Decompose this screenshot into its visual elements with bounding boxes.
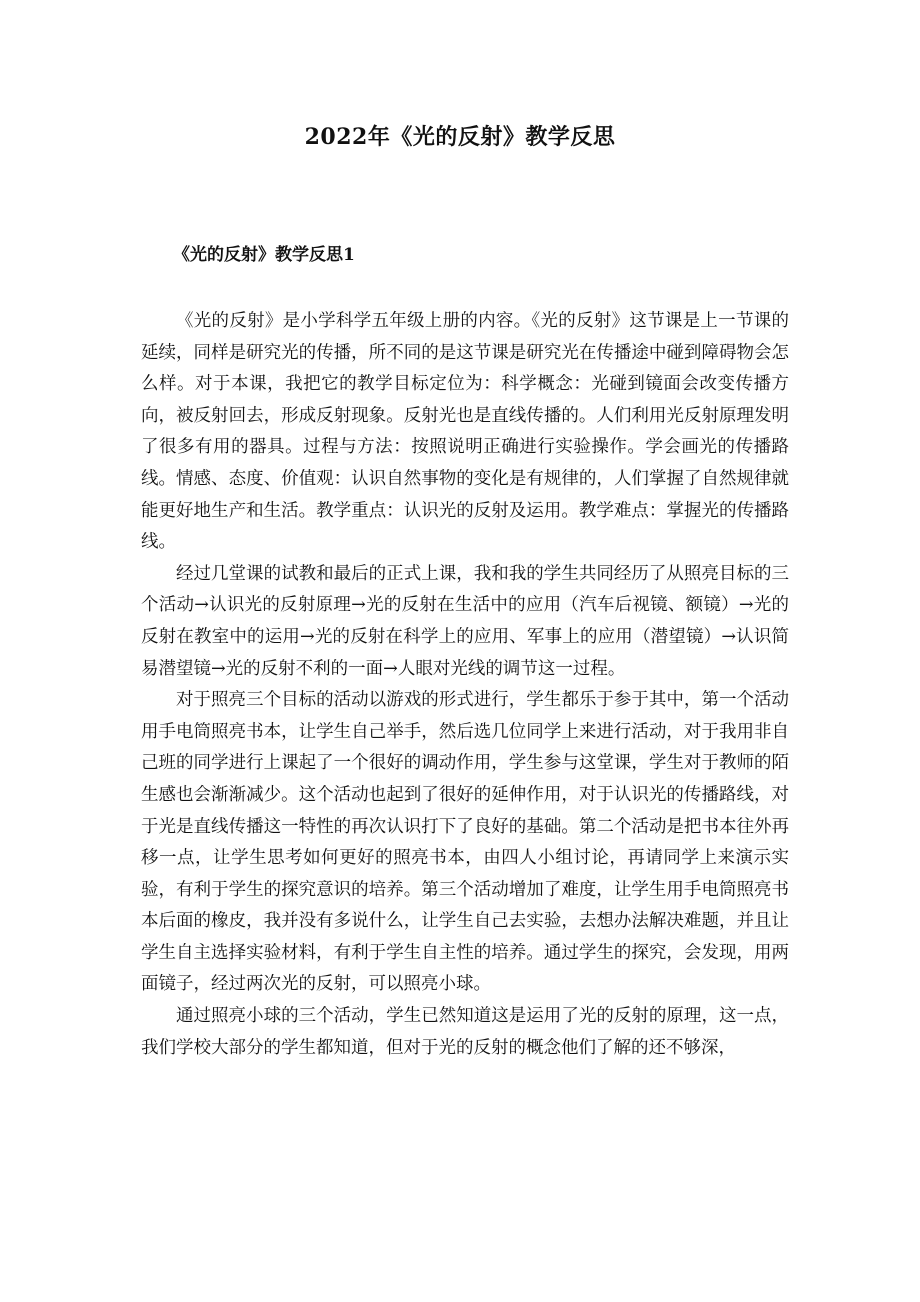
paragraph: 《光的反射》是小学科学五年级上册的内容。《光的反射》这节课是上一节课的延续，同样是研究光的传播，所不同的是这节课是研究光在传播途中碰到障碍物会怎么样。对于本课，我把它的教学目标定位为：科学概念：光碰到镜面会改变传播方向，被反射回去，形成反射现象。反射光也是直线传播的。人们利用光反射原理发明了很多有用的器具。过程与方法：按照说明正确进行实验操作。学会画光的传播路线。情感、态度、价值观：认识自然事物的变化是有规律的，人们掌握了自然规律就能更好地生产和生活。教学重点：认识光的反射及运用。教学难点：掌握光的传播路线。 (141, 311, 789, 553)
paragraph: 经过几堂课的试教和最后的正式上课，我和我的学生共同经历了从照亮目标的三个活动→认识光的反射原理→光的反射在生活中的应用（汽车后视镜、额镜）→光的反射在教室中的运用→光的反射在科学上的应用、军事上的应用（潜望镜）→认识简易潜望镜→光的反射不利的一面→人眼对光线的调节这一过程。 (141, 563, 789, 679)
document-body (141, 306, 789, 1064)
section-heading: 《光的反射》教学反思1 (173, 245, 355, 265)
document-title: 2022年《光的反射》教学反思 (304, 124, 616, 150)
paragraph: 对于照亮三个目标的活动以游戏的形式进行，学生都乐于参于其中，第一个活动用手电筒照亮书本，让学生自己举手，然后选几位同学上来进行活动，对于我用非自己班的同学进行上课起了一个很好的调动作用，学生参与这堂课，学生对于教师的陌生感也会渐渐减少。这个活动也起到了很好的延伸作用，对于认识光的传播路线，对于光是直线传播这一特性的再次认识打下了良好的基础。第二个活动是把书本往外再移一点，让学生思考如何更好的照亮书本，由四人小组讨论，再请同学上来演示实验，有利于学生的探究意识的培养。第三个活动增加了难度，让学生用手电筒照亮书本后面的橡皮，我并没有多说什么，让学生自己去实验，去想办法解决难题，并且让学生自主选择实验材料，有利于学生自主性的培养。通过学生的探究，会发现，用两面镜子，经过两次光的反射，可以照亮小球。 (141, 690, 789, 995)
paragraph: 通过照亮小球的三个活动，学生已然知道这是运用了光的反射的原理，这一点，我们学校大部分的学生都知道，但对于光的反射的概念他们了解的还不够深， (141, 1006, 789, 1058)
